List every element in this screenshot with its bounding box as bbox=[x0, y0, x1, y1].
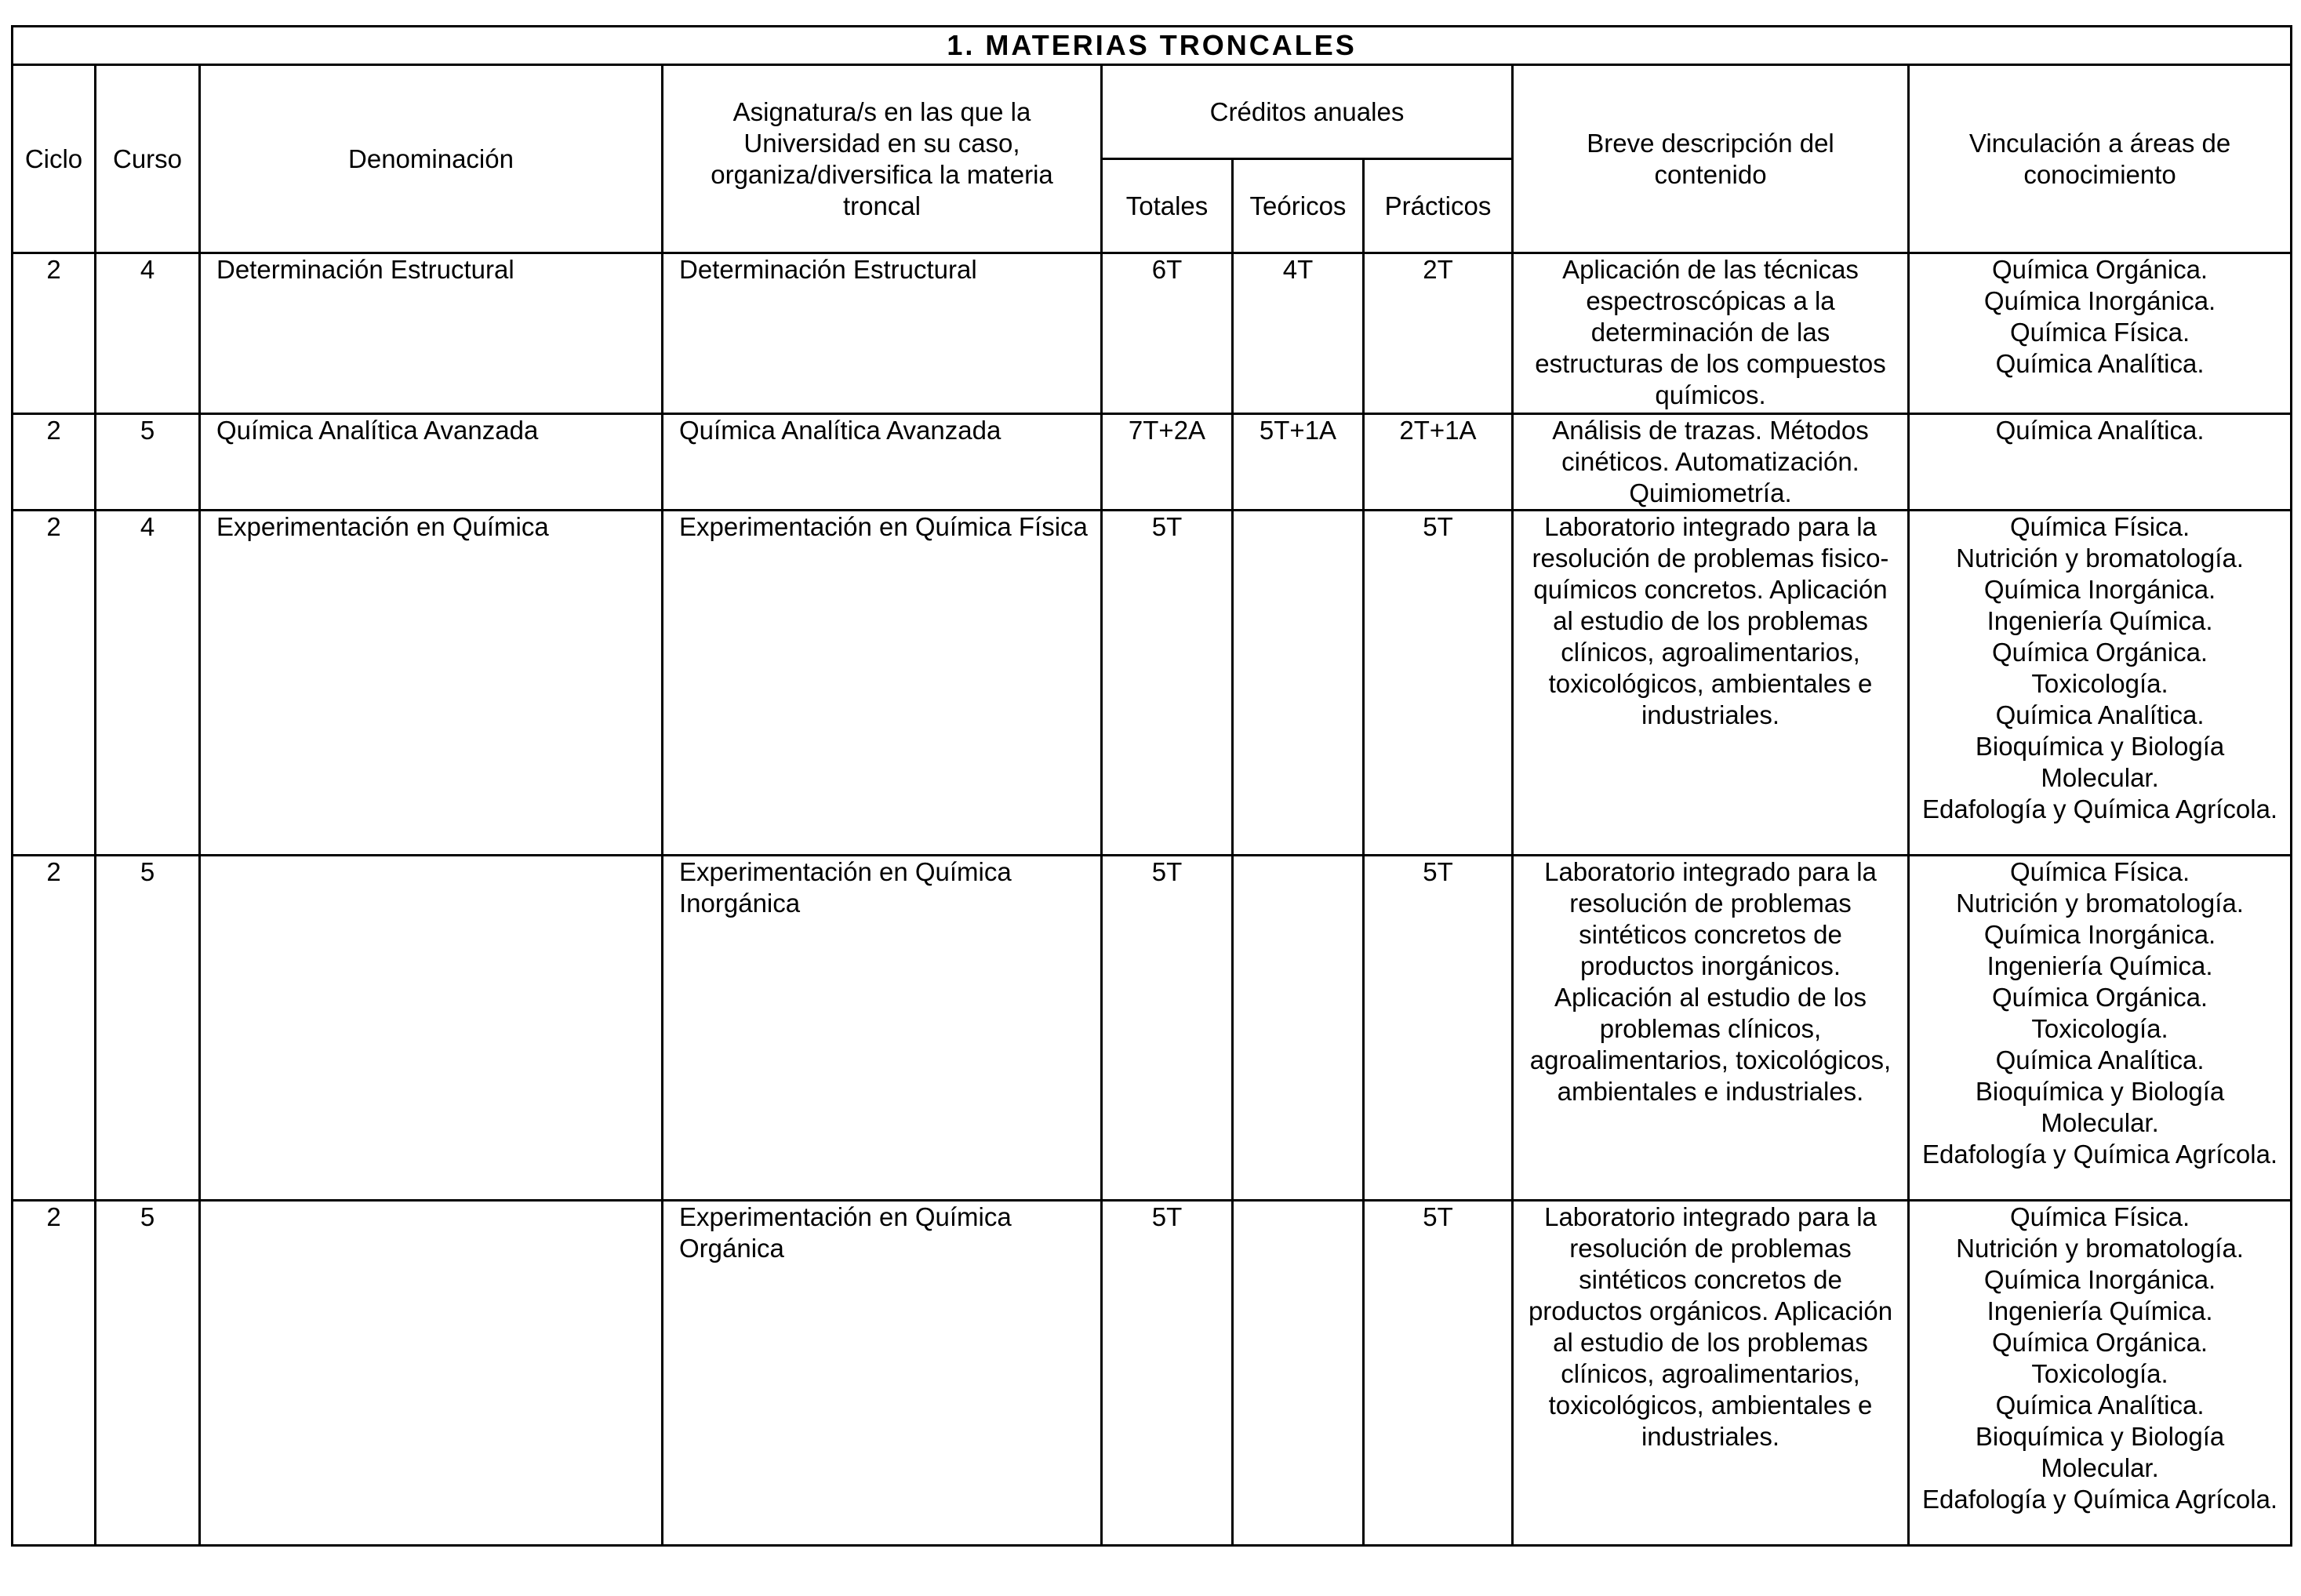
cell-teoricos bbox=[1233, 1201, 1364, 1546]
cell-vinculacion bbox=[1909, 511, 2292, 856]
table-row bbox=[13, 856, 2292, 1201]
area-item: Química Orgánica. bbox=[1992, 1328, 2208, 1357]
header-denominacion: Denominación bbox=[200, 65, 663, 253]
area-item: Química Analítica. bbox=[1995, 349, 2205, 378]
header-curso: Curso bbox=[96, 65, 200, 253]
header-asignatura: Asignatura/s en las que la Universidad en su caso, organiza/diversifica la materia troncal bbox=[663, 65, 1102, 253]
area-item: Química Orgánica. bbox=[1992, 638, 2208, 667]
cell-totales: 5T bbox=[1102, 1201, 1233, 1546]
cell-ciclo: 2 bbox=[13, 511, 96, 856]
materias-troncales-table bbox=[11, 25, 2292, 1547]
cell-asignatura: Química Analítica Avanzada bbox=[663, 414, 1102, 511]
cell-totales: 5T bbox=[1102, 511, 1233, 856]
area-item: Química Inorgánica. bbox=[1983, 1265, 2216, 1294]
cell-teoricos bbox=[1233, 511, 1364, 856]
area-item: Bioquímica y Biología Molecular. bbox=[1975, 1077, 2225, 1137]
cell-denominacion bbox=[200, 1201, 663, 1546]
area-item: Química Inorgánica. bbox=[1983, 920, 2216, 949]
table-row bbox=[13, 414, 2292, 511]
cell-totales: 5T bbox=[1102, 856, 1233, 1201]
area-item: Edafología y Química Agrícola. bbox=[1922, 1485, 2278, 1514]
cell-denominacion: Determinación Estructural bbox=[200, 253, 663, 414]
cell-vinculacion bbox=[1909, 253, 2292, 414]
cell-totales: 7T+2A bbox=[1102, 414, 1233, 511]
cell-totales: 6T bbox=[1102, 253, 1233, 414]
cell-curso: 4 bbox=[96, 253, 200, 414]
cell-asignatura: Experimentación en Química Orgánica bbox=[663, 1201, 1102, 1546]
table-row bbox=[13, 1201, 2292, 1546]
area-item: Bioquímica y Biología Molecular. bbox=[1975, 732, 2225, 792]
area-item: Bioquímica y Biología Molecular. bbox=[1975, 1422, 2225, 1482]
cell-practicos: 2T+1A bbox=[1364, 414, 1513, 511]
cell-practicos: 5T bbox=[1364, 511, 1513, 856]
cell-ciclo: 2 bbox=[13, 253, 96, 414]
area-item: Toxicología. bbox=[2031, 669, 2168, 698]
cell-practicos: 5T bbox=[1364, 856, 1513, 1201]
cell-practicos: 5T bbox=[1364, 1201, 1513, 1546]
cell-curso: 5 bbox=[96, 414, 200, 511]
cell-denominacion bbox=[200, 856, 663, 1201]
header-ciclo: Ciclo bbox=[13, 65, 96, 253]
cell-teoricos bbox=[1233, 856, 1364, 1201]
cell-asignatura: Experimentación en Química Física bbox=[663, 511, 1102, 856]
area-item: Ingeniería Química. bbox=[1987, 606, 2213, 635]
section-title: 1. MATERIAS TRONCALES bbox=[13, 27, 2292, 65]
cell-descripcion: Aplicación de las técnicas espectroscópicas a la determinación de las estructuras de los compuestos químicos. bbox=[1513, 253, 1909, 414]
cell-denominacion: Experimentación en Química bbox=[200, 511, 663, 856]
area-item: Ingeniería Química. bbox=[1987, 1296, 2213, 1325]
cell-asignatura: Experimentación en Química Inorgánica bbox=[663, 856, 1102, 1201]
cell-practicos: 2T bbox=[1364, 253, 1513, 414]
cell-asignatura: Determinación Estructural bbox=[663, 253, 1102, 414]
cell-descripcion: Análisis de trazas. Métodos cinéticos. Automatización. Quimiometría. bbox=[1513, 414, 1909, 511]
cell-descripcion: Laboratorio integrado para la resolución de problemas fisico-químicos concretos. Aplicación al estudio de los problemas clínicos, agroalimentarios, toxicológicos, ambientales e industriales. bbox=[1513, 511, 1909, 856]
area-item: Nutrición y bromatología. bbox=[1956, 889, 2244, 918]
header-descripcion: Breve descripción del contenido bbox=[1513, 65, 1909, 253]
cell-curso: 4 bbox=[96, 511, 200, 856]
cell-descripcion: Laboratorio integrado para la resolución de problemas sintéticos concretos de productos inorgánicos. Aplicación al estudio de los problemas clínicos, agroalimentarios, toxicológicos, ambientales e industriales. bbox=[1513, 856, 1909, 1201]
area-item: Nutrición y bromatología. bbox=[1956, 544, 2244, 573]
area-item: Química Física. bbox=[2009, 318, 2190, 347]
cell-ciclo: 2 bbox=[13, 1201, 96, 1546]
header-vinculacion: Vinculación a áreas de conocimiento bbox=[1909, 65, 2292, 253]
cell-curso: 5 bbox=[96, 1201, 200, 1546]
area-item: Edafología y Química Agrícola. bbox=[1922, 1140, 2278, 1169]
area-item: Química Física. bbox=[2009, 1202, 2190, 1231]
area-item: Nutrición y bromatología. bbox=[1956, 1234, 2244, 1263]
area-item: Química Analítica. bbox=[1995, 700, 2205, 729]
table-row bbox=[13, 253, 2292, 414]
header-totales: Totales bbox=[1102, 159, 1233, 253]
cell-vinculacion bbox=[1909, 414, 2292, 511]
area-item: Química Física. bbox=[2009, 512, 2190, 541]
cell-ciclo: 2 bbox=[13, 414, 96, 511]
header-creditos: Créditos anuales bbox=[1102, 65, 1513, 159]
area-item: Química Analítica. bbox=[1995, 416, 2205, 445]
area-item: Química Analítica. bbox=[1995, 1045, 2205, 1074]
header-practicos: Prácticos bbox=[1364, 159, 1513, 253]
cell-vinculacion bbox=[1909, 1201, 2292, 1546]
area-item: Química Inorgánica. bbox=[1983, 286, 2216, 315]
area-item: Química Analítica. bbox=[1995, 1391, 2205, 1420]
cell-teoricos: 5T+1A bbox=[1233, 414, 1364, 511]
area-item: Química Orgánica. bbox=[1992, 983, 2208, 1012]
cell-denominacion: Química Analítica Avanzada bbox=[200, 414, 663, 511]
area-item: Química Inorgánica. bbox=[1983, 575, 2216, 604]
area-item: Toxicología. bbox=[2031, 1014, 2168, 1043]
header-teoricos: Teóricos bbox=[1233, 159, 1364, 253]
table-row bbox=[13, 511, 2292, 856]
cell-curso: 5 bbox=[96, 856, 200, 1201]
cell-descripcion: Laboratorio integrado para la resolución de problemas sintéticos concretos de productos orgánicos. Aplicación al estudio de los problemas clínicos, agroalimentarios, toxicológicos, ambientales e industriales. bbox=[1513, 1201, 1909, 1546]
area-item: Toxicología. bbox=[2031, 1359, 2168, 1388]
cell-teoricos: 4T bbox=[1233, 253, 1364, 414]
area-item: Edafología y Química Agrícola. bbox=[1922, 794, 2278, 823]
cell-ciclo: 2 bbox=[13, 856, 96, 1201]
cell-vinculacion bbox=[1909, 856, 2292, 1201]
area-item: Química Orgánica. bbox=[1992, 255, 2208, 284]
area-item: Ingeniería Química. bbox=[1987, 951, 2213, 980]
area-item: Química Física. bbox=[2009, 857, 2190, 886]
